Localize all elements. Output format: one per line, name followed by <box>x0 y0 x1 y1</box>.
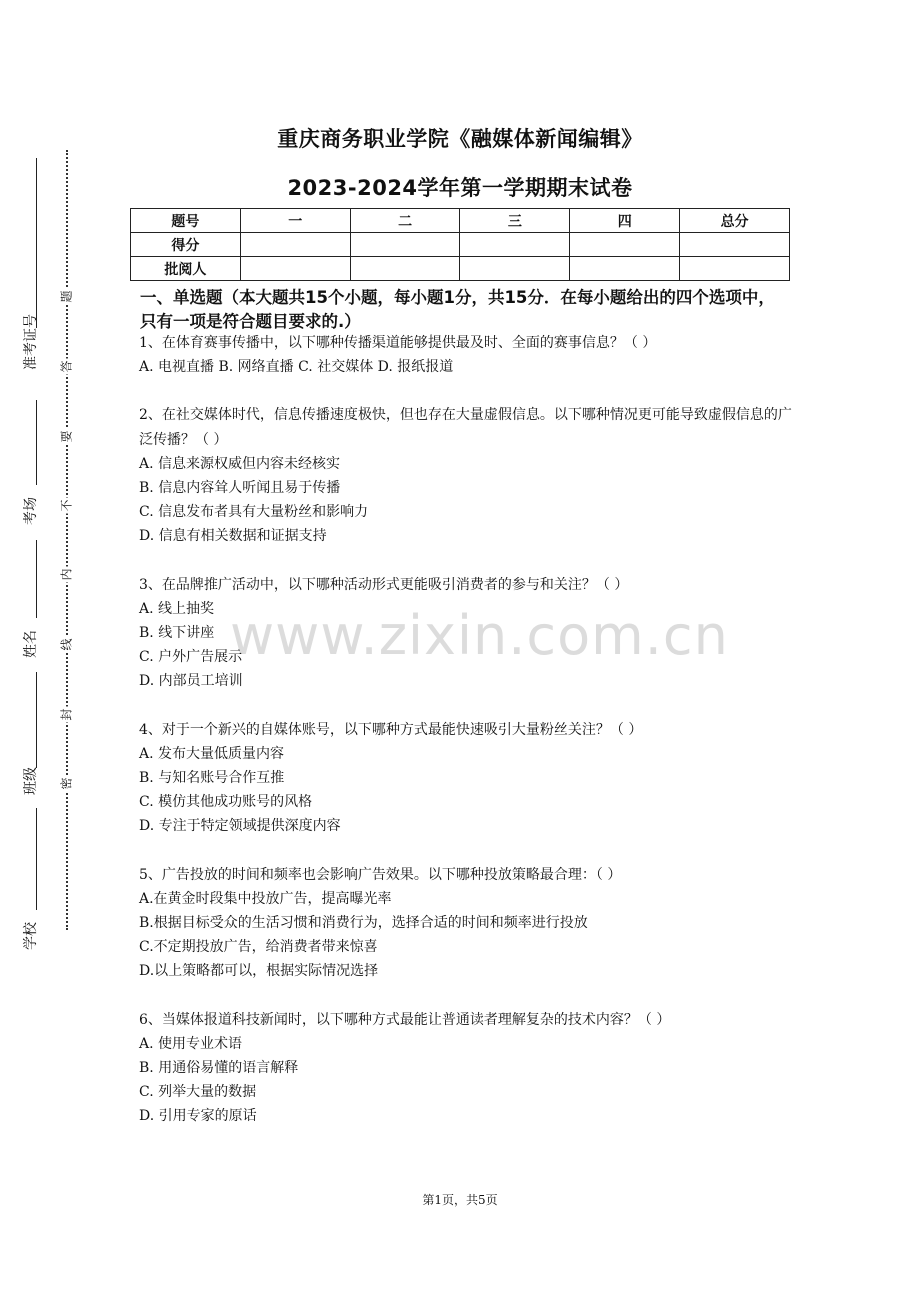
question-stem: 4、对于一个新兴的自媒体账号，以下哪种方式最能快速吸引大量粉丝关注？（ ） <box>139 721 643 738</box>
question-item <box>139 403 799 548</box>
grader-cell[interactable] <box>460 257 570 281</box>
exam-title-school: 重庆商务职业学院《融媒体新闻编辑》 <box>277 127 643 151</box>
question-option[interactable]: A. 信息来源权威但内容未经核实 <box>139 455 341 472</box>
exam-id-label: 准考证号 <box>23 314 39 370</box>
question-option[interactable]: C.不定期投放广告，给消费者带来惊喜 <box>139 939 378 956</box>
question-stem: 1、在体育赛事传播中，以下哪种传播渠道能够提供最及时、全面的赛事信息？（ ） <box>139 335 657 351</box>
header-part-1: 一 <box>240 209 350 233</box>
header-part-2: 二 <box>350 209 460 233</box>
seal-char: 密 <box>59 777 74 790</box>
question-option[interactable]: D. 引用专家的原话 <box>139 1108 257 1125</box>
grader-cell[interactable] <box>570 257 680 281</box>
score-table-header-row <box>131 209 790 233</box>
grader-cell[interactable] <box>240 257 350 281</box>
seal-char: 线 <box>59 638 74 651</box>
page-footer: 第1页，共5页 <box>422 1193 498 1207</box>
question-item <box>139 1008 799 1129</box>
score-table <box>130 208 790 281</box>
question-option[interactable]: D. 专注于特定领域提供深度内容 <box>139 818 341 835</box>
question-option[interactable]: D. 信息有相关数据和证据支持 <box>139 528 327 545</box>
header-part-4: 四 <box>570 209 680 233</box>
question-option[interactable]: C. 信息发布者具有大量粉丝和影响力 <box>139 504 369 521</box>
seal-char: 内 <box>59 568 74 581</box>
watermark: www.zixin.com.cn <box>230 604 729 667</box>
grader-cell[interactable] <box>680 257 790 281</box>
grader-row-label: 批阅人 <box>131 257 241 281</box>
exam-room-label: 考场 <box>23 497 39 525</box>
header-total: 总分 <box>680 209 790 233</box>
question-option[interactable]: A. 线上抽奖 <box>139 600 215 617</box>
question-option[interactable]: D.以上策略都可以，根据实际情况选择 <box>139 963 379 980</box>
question-option[interactable]: A.在黄金时段集中投放广告，提高曝光率 <box>139 890 392 907</box>
section-heading-single-choice: 一、单选题（本大题共15个小题，每小题1分，共15分．在每小题给出的四个选项中，只有一项是符合题目要求的.） <box>140 288 775 331</box>
seal-char: 要 <box>59 430 74 443</box>
seal-char: 答 <box>59 360 74 373</box>
question-option[interactable]: C. 列举大量的数据 <box>139 1084 257 1101</box>
header-part-3: 三 <box>460 209 570 233</box>
exam-title-term: 2023-2024学年第一学期期末试卷 <box>287 176 633 200</box>
header-question-number: 题号 <box>131 209 241 233</box>
exam-room-line <box>36 400 37 485</box>
question-list <box>139 331 799 1153</box>
question-item <box>139 718 799 839</box>
question-item <box>139 863 799 984</box>
score-cell[interactable] <box>350 233 460 257</box>
score-row-label: 得分 <box>131 233 241 257</box>
question-stem: 2、在社交媒体时代，信息传播速度极快，但也存在大量虚假信息。以下哪种情况更可能导致虚假信息的广泛传播？（ ） <box>139 407 792 448</box>
score-cell[interactable] <box>570 233 680 257</box>
question-option[interactable]: D. 内部员工培训 <box>139 673 243 690</box>
score-cell[interactable] <box>680 233 790 257</box>
score-row <box>131 233 790 257</box>
question-stem: 6、当媒体报道科技新闻时，以下哪种方式最能让普通读者理解复杂的技术内容？（ ） <box>139 1011 671 1028</box>
score-cell[interactable] <box>460 233 570 257</box>
question-option[interactable]: B. 线下讲座 <box>139 625 215 642</box>
question-stem: 5、广告投放的时间和频率也会影响广告效果。以下哪种投放策略最合理：（ ） <box>139 866 622 883</box>
grader-cell[interactable] <box>350 257 460 281</box>
question-option[interactable]: C. 模仿其他成功账号的风格 <box>139 794 313 811</box>
grader-row <box>131 257 790 281</box>
school-line <box>36 808 37 910</box>
question-option[interactable]: A. 电视直播 B. 网络直播 C. 社交媒体 D. 报纸报道 <box>139 359 454 376</box>
question-stem: 3、在品牌推广活动中，以下哪种活动形式更能吸引消费者的参与和关注？（ ） <box>139 576 629 593</box>
score-cell[interactable] <box>240 233 350 257</box>
class-line <box>36 672 37 768</box>
seal-char: 不 <box>59 499 74 512</box>
question-option[interactable]: B. 用通俗易懂的语言解释 <box>139 1060 299 1077</box>
seal-char: 封 <box>59 708 74 721</box>
name-line <box>36 540 37 618</box>
seal-dotted-line <box>66 150 68 930</box>
school-label: 学校 <box>23 922 39 950</box>
question-item <box>139 573 799 694</box>
question-option[interactable]: B.根据目标受众的生活习惯和消费行为，选择合适的时间和频率进行投放 <box>139 915 588 932</box>
question-option[interactable]: B. 信息内容耸人听闻且易于传播 <box>139 480 341 497</box>
question-option[interactable]: A. 发布大量低质量内容 <box>139 745 285 762</box>
class-label: 班级 <box>23 767 39 795</box>
question-option[interactable]: A. 使用专业术语 <box>139 1035 243 1052</box>
name-label: 姓名 <box>23 630 39 658</box>
question-item <box>139 331 799 379</box>
question-option[interactable]: C. 户外广告展示 <box>139 649 243 666</box>
question-option[interactable]: B. 与知名账号合作互推 <box>139 770 285 787</box>
seal-char: 题 <box>59 290 74 303</box>
